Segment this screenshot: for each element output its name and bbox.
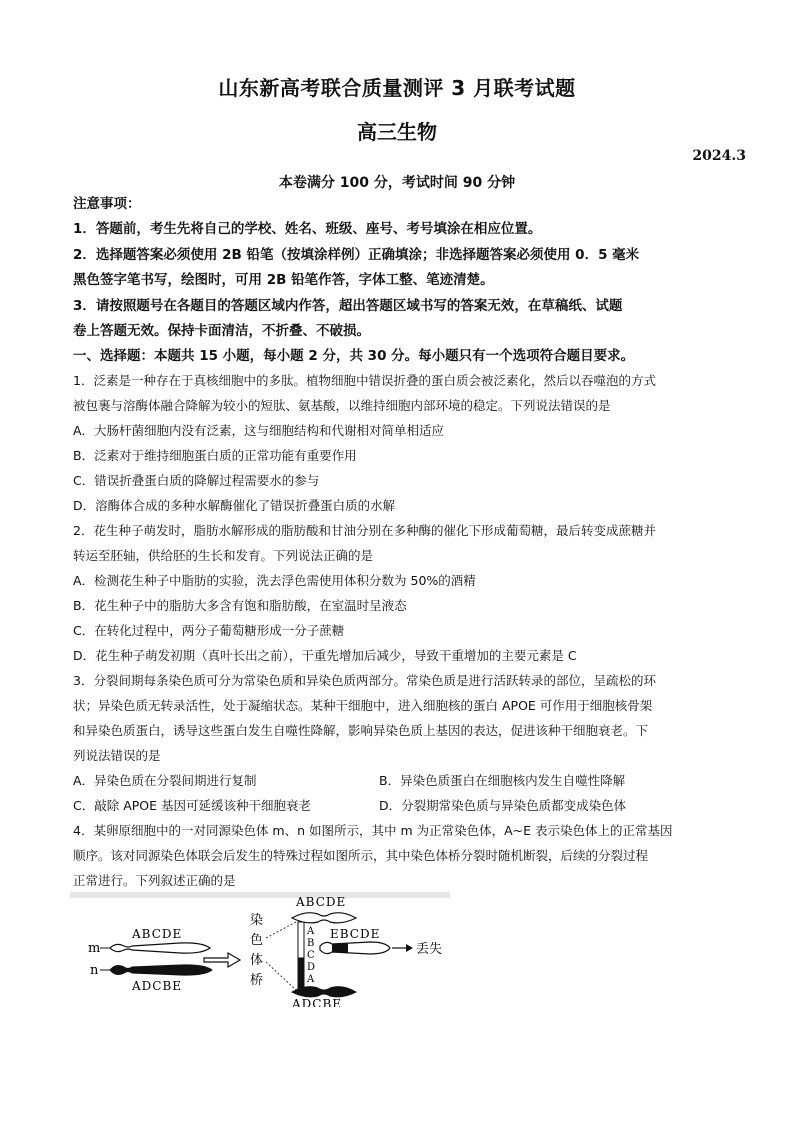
bridge-lower — [298, 958, 304, 990]
bridge-label-4: 桥 — [250, 973, 264, 988]
question-1-option-c: C．错误折叠蛋白质的降解过程需要水的参与 — [73, 473, 320, 488]
score-line: 本卷满分 100 分，考试时间 90 分钟 — [278, 175, 516, 191]
process-arrow-icon — [204, 953, 240, 967]
question-3-text: 和异染色质蛋白，诱导这些蛋白发生自噬性降解，影响异染色质上基因的表达，促进该种干细胞衰老。下 — [73, 723, 649, 738]
notice-item: 黑色签字笔书写，绘图时，可用 2B 铅笔作答，字体工整、笔迹清楚。 — [73, 272, 494, 288]
bridge-upper — [298, 922, 304, 958]
fragment-dark-part — [332, 943, 348, 953]
bridge-gene-3: C — [307, 950, 315, 961]
bottom-chromatid — [292, 987, 356, 997]
bridge-pointer-top — [266, 922, 296, 938]
bridge-label-3: 体 — [250, 953, 264, 968]
question-3-option-b: B．异染色质蛋白在细胞核内发生自噬性降解 — [379, 773, 626, 788]
top-chromatid — [292, 913, 356, 923]
top-gene-order: ABCDE — [296, 895, 347, 909]
section-heading: 一、选择题：本题共 15 小题，每小题 2 分，共 30 分。每小题只有一个选项符合题目要求。 — [73, 348, 635, 364]
chromosome-m — [110, 943, 210, 953]
bridge-gene-5: A — [307, 974, 315, 985]
question-4-text: 4．某卵原细胞中的一对同源染色体 m、n 如图所示，其中 m 为正常染色体，A~E 表示染色体上的正常基因 — [73, 823, 673, 838]
notice-item: 卷上答题无效。保持卡面清洁，不折叠、不破损。 — [73, 323, 370, 339]
n-gene-order: ADCBE — [132, 979, 183, 993]
bridge-label-1: 染 — [250, 913, 264, 928]
notice-item: 1．答题前，考生先将自己的学校、姓名、班级、座号、考号填涂在相应位置。 — [73, 221, 542, 237]
question-1-text: 1．泛素是一种存在于真核细胞中的多肽。植物细胞中错误折叠的蛋白质会被泛素化，然后以吞噬泡的方式 — [73, 373, 656, 388]
question-3-option-a: A．异染色质在分裂间期进行复制 — [73, 773, 257, 788]
question-2-option-a: A．检测花生种子中脂肪的实验，洗去浮色需使用体积分数为 50%的酒精 — [73, 573, 476, 588]
scan-artifact — [70, 892, 450, 898]
question-3-options-row-1 — [73, 771, 723, 791]
question-3-options-row-2 — [73, 796, 723, 816]
question-1-option-b: B．泛素对于维持细胞蛋白质的正常功能有重要作用 — [73, 448, 357, 463]
question-3-text: 状；异染色质无转录活性，处于凝缩状态。某种干细胞中，进入细胞核的蛋白 APOE 可作用于细胞核骨架 — [73, 698, 653, 713]
exam-subtitle: 高三生物 — [357, 120, 437, 144]
bridge-gene-4: D — [307, 962, 316, 973]
question-2-text: 转运至胚轴，供给胚的生长和发育。下列说法正确的是 — [73, 548, 374, 563]
exam-title: 山东新高考联合质量测评 3 月联考试题 — [218, 76, 576, 100]
bridge-label-2: 色 — [250, 933, 264, 948]
notice-heading: 注意事项： — [73, 196, 141, 212]
question-2-option-d: D．花生种子萌发初期（真叶长出之前），干重先增加后减少，导致干重增加的主要元素是 C — [73, 648, 577, 663]
question-1-text: 被包裹与溶酶体融合降解为较小的短肽、氨基酸，以维持细胞内部环境的稳定。下列说法错误的是 — [73, 398, 611, 413]
question-3-text: 列说法错误的是 — [73, 748, 161, 763]
question-3-text: 3．分裂间期每条染色质可分为常染色质和异染色质两部分。常染色质是进行活跃转录的部位，呈疏松的环 — [73, 673, 656, 688]
bridge-gene-2: B — [307, 938, 315, 949]
notice-item: 2．选择题答案必须使用 2B 铅笔（按填涂样例）正确填涂；非选择题答案必须使用 0．5 毫米 — [73, 247, 640, 263]
question-2-option-b: B．花生种子中的脂肪大多含有饱和脂肪酸，在室温时呈液态 — [73, 598, 407, 613]
label-n: n — [90, 963, 99, 978]
lost-label: 丢失 — [416, 942, 443, 957]
question-4-text: 正常进行。下列叙述正确的是 — [73, 873, 236, 888]
bridge-pointer-bottom — [266, 962, 296, 990]
exam-date: 2024.3 — [692, 148, 746, 164]
notice-item: 3．请按照题号在各题目的答题区域内作答，超出答题区域书写的答案无效，在草稿纸、试题 — [73, 298, 623, 314]
label-m: m — [88, 941, 101, 956]
lost-arrow-icon — [406, 944, 413, 952]
bottom-gene-order: ADCBE — [292, 997, 343, 1007]
fragment-gene-order: EBCDE — [330, 927, 381, 941]
question-3-option-c: C．敲除 APOE 基因可延缓该种干细胞衰老 — [73, 798, 312, 813]
bridge-gene-1: A — [307, 926, 315, 937]
question-1-option-d: D．溶酶体合成的多种水解酶催化了错误折叠蛋白质的水解 — [73, 498, 396, 513]
question-1-option-a: A．大肠杆菌细胞内没有泛素，这与细胞结构和代谢相对简单相适应 — [73, 423, 445, 438]
acentric-fragment — [320, 942, 390, 954]
question-2-text: 2．花生种子萌发时，脂肪水解形成的脂肪酸和甘油分别在多种酶的催化下形成葡萄糖，最后转变成蔗糖并 — [73, 523, 656, 538]
question-2-option-c: C．在转化过程中，两分子葡萄糖形成一分子蔗糖 — [73, 623, 345, 638]
chromosome-n — [110, 965, 212, 975]
question-4-text: 顺序。该对同源染色体联会后发生的特殊过程如图所示，其中染色体桥分裂时随机断裂，后续的分裂过程 — [73, 848, 649, 863]
m-gene-order: ABCDE — [132, 927, 183, 941]
chromosome-bridge-diagram — [70, 892, 450, 1007]
question-3-option-d: D．分裂期常染色质与异染色质都变成染色体 — [379, 798, 627, 813]
